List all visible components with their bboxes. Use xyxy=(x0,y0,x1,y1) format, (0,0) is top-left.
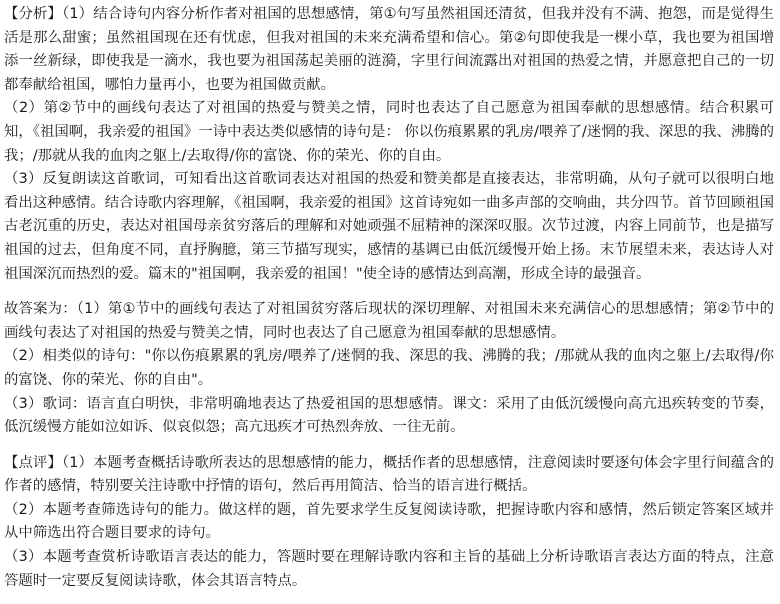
analysis-paragraph-3: （3）反复朗读这首歌词，可知看出这首歌词表达对祖国的热爱和赞美都是直接表达，非常明确，从句子就可以很明白地看出这种感情。结合诗歌内容理解，《祖国啊，我亲爱的祖国》这首诗宛如一曲多声部的交响曲，共分四节。首节回顾祖国古老沉重的历史，表达对祖国母亲贫穷落后的理解和对她顽强不屈精神的深深叹服。次节过渡，内容上同前节，也是描写祖国的过去，但角度不同，直抒胸臆，第三节描写现实，感情的基调已由低沉缓慢开始上扬。末节展望未来，表达诗人对祖国深沉而热烈的爱。篇末的"祖国啊，我亲爱的祖国！"使全诗的感情达到高潮，形成全诗的最强音。 xyxy=(4,171,774,282)
analysis-section xyxy=(4,3,774,286)
analysis-paragraph-2: （2）第②节中的画线句表达了对祖国的热爱与赞美之情，同时也表达了自己愿意为祖国奉献的思想感情。结合积累可知，《祖国啊，我亲爱的祖国》一诗中表达类似感情的诗句是： 你以伤痕累累的乳房/喂养了/迷惘的我、深思的我、沸腾的我；/那就从我的血肉之躯上/去取得/你的富饶、你的荣光、你的自由。 xyxy=(4,100,774,164)
answer-paragraph-2: （2）相类似的诗句："你以伤痕累累的乳房/喂养了/迷惘的我、深思的我、沸腾的我；/那就从我的血肉之躯上/去取得/你的富饶、你的荣光、你的自由"。 xyxy=(4,348,774,388)
answer-paragraph-3: （3）歌词：语言直白明快，非常明确地表达了热爱祖国的思想感情。课文：采用了由低沉缓慢向高亢迅疾转变的节奏，低沉缓慢方能如泣如诉、似哀似怨；高亢迅疾才可热烈奔放、一往无前。 xyxy=(4,395,774,436)
comment-paragraph-2: （2）本题考查筛选诗句的能力。做这样的题，首先要求学生反复阅读诗歌，把握诗歌内容和感情，然后锁定答案区域并从中筛选出符合题目要求的诗句。 xyxy=(4,501,774,542)
answer-paragraph-1: 故答案为：（1）第①节中的画线句表达了对祖国贫穷落后现状的深切理解、对祖国未来充满信心的思想感情；第②节中的画线句表达了对祖国的热爱与赞美之情，同时也表达了自己愿意为祖国奉献的思想感情。 xyxy=(4,301,774,341)
comment-paragraph-1: 【点评】（1）本题考查概括诗歌所表达的思想感情的能力，概括作者的思想感情，注意阅读时要逐句体会字里行间蕴含的作者的感情，特别要关注诗歌中抒情的语句，然后再用简洁、恰当的语言进行概括。 xyxy=(4,454,774,495)
answer-section xyxy=(4,298,774,440)
comment-section xyxy=(4,452,774,594)
analysis-paragraph-1: 【分析】（1）结合诗句内容分析作者对祖国的思想感情，第①句写虽然祖国还清贫，但我并没有不满、抱怨，而是觉得生活是那么甜蜜；虽然祖国现在还有忧虑，但我对祖国的未来充满希望和信心。第②句即使我是一棵小草，我也要为祖国增添一丝新绿，即使我是一滴水，我也要为祖国荡起美丽的涟漪，字里行间流露出对祖国的热爱之情，并愿意把自己的一切都奉献给祖国，哪怕力量再小，也要为祖国做贡献。 xyxy=(4,6,774,93)
comment-paragraph-3: （3）本题考查赏析诗歌语言表达的能力，答题时要在理解诗歌内容和主旨的基础上分析诗歌语言表达方面的特点，注意答题时一定要反复阅读诗歌，体会其语言特点。 xyxy=(4,549,774,589)
